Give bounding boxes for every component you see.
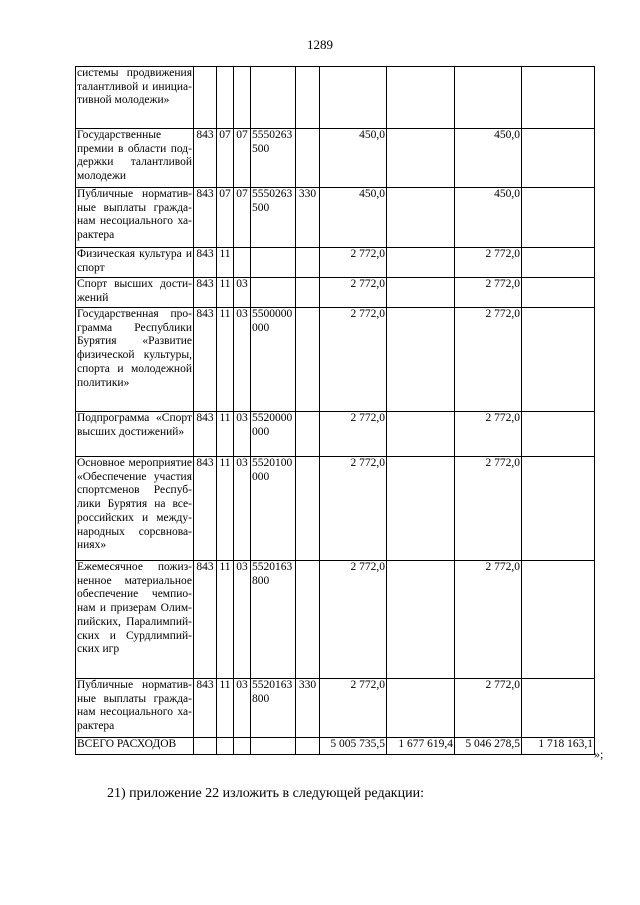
row-name: системы продвижения талантливой и инициативной молодежи»: [76, 67, 194, 129]
code-3: 03: [234, 308, 251, 412]
row-name: Государственные премии в области поддержки талантливой молодежи: [76, 129, 194, 188]
value-3: 2 772,0: [455, 248, 522, 278]
value-3: 2 772,0: [455, 679, 522, 738]
value-4: [522, 679, 595, 738]
code-2: [217, 67, 234, 129]
value-2: [387, 188, 455, 248]
value-1: 2 772,0: [320, 412, 387, 457]
code-2: 07: [217, 129, 234, 188]
code-4: 5550263500: [251, 129, 296, 188]
row-name: Ежемесячное пожизненное материальное обеспечение чемпионам и призерам Олимпийских, Паралимпийских и Сурдлимпийских игр: [76, 561, 194, 679]
total-value-2: 1 677 619,4: [387, 738, 455, 755]
code-5: [296, 738, 320, 755]
code-3: [234, 248, 251, 278]
table-row: [76, 248, 595, 278]
code-5: 330: [296, 679, 320, 738]
code-5: [296, 412, 320, 457]
page-number: 1289: [307, 37, 333, 52]
code-3: [234, 738, 251, 755]
code-5: [296, 248, 320, 278]
code-5: [296, 308, 320, 412]
table-row: [76, 308, 595, 412]
code-4: 5520100000: [251, 457, 296, 561]
table-row: [76, 278, 595, 308]
value-3: 2 772,0: [455, 561, 522, 679]
table-row: [76, 679, 595, 738]
code-4: 5520000000: [251, 412, 296, 457]
table-row: [76, 188, 595, 248]
code-3: 03: [234, 679, 251, 738]
amendment-text: 21) приложение 22 изложить в следующей редакции:: [107, 786, 424, 801]
value-4: [522, 278, 595, 308]
code-5: [296, 278, 320, 308]
value-2: [387, 308, 455, 412]
value-1: 450,0: [320, 129, 387, 188]
row-name: Государственная программа Республики Бурятия «Развитие физической культуры, спорта и молодежной политики»: [76, 308, 194, 412]
code-3: 03: [234, 412, 251, 457]
value-1: 2 772,0: [320, 278, 387, 308]
value-4: [522, 188, 595, 248]
code-2: 11: [217, 679, 234, 738]
table-row: [76, 412, 595, 457]
table-row: [76, 129, 595, 188]
value-3: 450,0: [455, 188, 522, 248]
code-2: 07: [217, 188, 234, 248]
table-row: [76, 561, 595, 679]
code-4: 5520163800: [251, 679, 296, 738]
code-3: 03: [234, 561, 251, 679]
code-4: [251, 738, 296, 755]
value-2: [387, 278, 455, 308]
value-3: 2 772,0: [455, 412, 522, 457]
code-5: [296, 67, 320, 129]
code-2: 11: [217, 561, 234, 679]
value-4: [522, 248, 595, 278]
code-4: [251, 278, 296, 308]
code-1: 843: [194, 412, 217, 457]
code-2: 11: [217, 457, 234, 561]
total-value-1: 5 005 735,5: [320, 738, 387, 755]
row-name: Физическая культура и спорт: [76, 248, 194, 278]
code-2: 11: [217, 308, 234, 412]
code-5: [296, 561, 320, 679]
code-3: 07: [234, 188, 251, 248]
code-2: 11: [217, 278, 234, 308]
value-1: 2 772,0: [320, 679, 387, 738]
code-3: 03: [234, 278, 251, 308]
value-2: [387, 67, 455, 129]
value-4: [522, 457, 595, 561]
total-value-3: 5 046 278,5: [455, 738, 522, 755]
table-row: [76, 457, 595, 561]
code-5: 330: [296, 188, 320, 248]
value-4: [522, 308, 595, 412]
value-4: [522, 129, 595, 188]
code-4: [251, 248, 296, 278]
total-row: [76, 738, 595, 755]
value-1: 2 772,0: [320, 561, 387, 679]
code-1: 843: [194, 457, 217, 561]
code-3: 03: [234, 457, 251, 561]
row-name: Основное мероприятие «Обеспечение участия спортсменов Республики Бурятия на всероссийских и международных сорсвнованиях»: [76, 457, 194, 561]
code-3: [234, 67, 251, 129]
value-1: 2 772,0: [320, 457, 387, 561]
value-2: [387, 561, 455, 679]
total-label: ВСЕГО РАСХОДОВ: [76, 738, 194, 755]
value-2: [387, 129, 455, 188]
code-3: 07: [234, 129, 251, 188]
code-5: [296, 457, 320, 561]
code-4: 5520163800: [251, 561, 296, 679]
value-1: 2 772,0: [320, 248, 387, 278]
code-1: 843: [194, 248, 217, 278]
value-3: 2 772,0: [455, 457, 522, 561]
code-4: [251, 67, 296, 129]
value-1: [320, 67, 387, 129]
value-3: 450,0: [455, 129, 522, 188]
code-1: [194, 738, 217, 755]
value-2: [387, 248, 455, 278]
row-name: Публичные нормативные выплаты гражданам несоциального характера: [76, 188, 194, 248]
code-2: 11: [217, 412, 234, 457]
value-2: [387, 412, 455, 457]
value-1: 2 772,0: [320, 308, 387, 412]
value-3: 2 772,0: [455, 278, 522, 308]
code-1: 843: [194, 278, 217, 308]
code-4: 5550263500: [251, 188, 296, 248]
row-name: Публичные нормативные выплаты гражданам несоциального характера: [76, 679, 194, 738]
value-3: 2 772,0: [455, 308, 522, 412]
value-4: [522, 67, 595, 129]
code-5: [296, 129, 320, 188]
value-1: 450,0: [320, 188, 387, 248]
code-4: 5500000000: [251, 308, 296, 412]
table-closing-quote: »;: [594, 747, 604, 761]
value-2: [387, 679, 455, 738]
row-name: Спорт высших достижений: [76, 278, 194, 308]
code-1: 843: [194, 679, 217, 738]
code-1: 843: [194, 308, 217, 412]
budget-table: [75, 66, 595, 755]
row-name: Подпрограмма «Спорт высших достижений»: [76, 412, 194, 457]
code-1: 843: [194, 561, 217, 679]
value-4: [522, 561, 595, 679]
code-1: 843: [194, 129, 217, 188]
value-3: [455, 67, 522, 129]
code-1: 843: [194, 188, 217, 248]
code-2: 11: [217, 248, 234, 278]
value-2: [387, 457, 455, 561]
total-value-4: 1 718 163,1: [522, 738, 595, 755]
code-1: [194, 67, 217, 129]
code-2: [217, 738, 234, 755]
value-4: [522, 412, 595, 457]
table-row: [76, 67, 595, 129]
